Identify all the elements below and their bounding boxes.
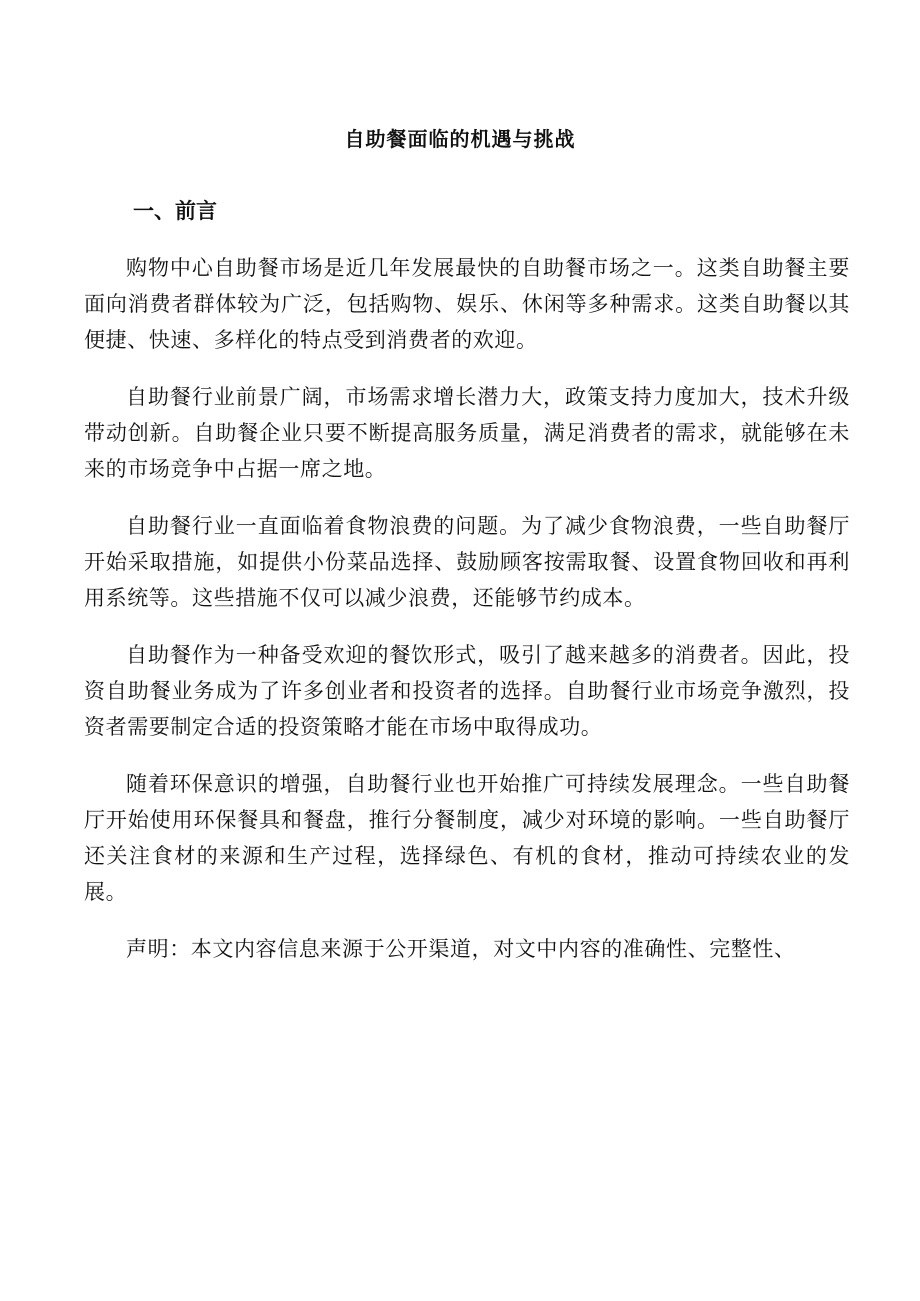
paragraph-shopping-mall-market: 购物中心自助餐市场是近几年发展最快的自助餐市场之一。这类自助餐主要面向消费者群体较为广泛，包括购物、娱乐、休闲等多种需求。这类自助餐以其便捷、快速、多样化的特点受到消费者的欢迎。 <box>84 256 850 352</box>
paragraph-investment: 自助餐作为一种备受欢迎的餐饮形式，吸引了越来越多的消费者。因此，投资自助餐业务成为了许多创业者和投资者的选择。自助餐行业市场竞争激烈，投资者需要制定合适的投资策略才能在市场中取得成功。 <box>84 643 850 739</box>
paragraph-sustainability: 随着环保意识的增强，自助餐行业也开始推广可持续发展理念。一些自助餐厅开始使用环保餐具和餐盘，推行分餐制度，减少对环境的影响。一些自助餐厅还关注食材的来源和生产过程，选择绿色、有机的食材，推动可持续农业的发展。 <box>84 772 850 904</box>
paragraph-food-waste: 自助餐行业一直面临着食物浪费的问题。为了减少食物浪费，一些自助餐厅开始采取措施，如提供小份菜品选择、鼓励顾客按需取餐、设置食物回收和再利用系统等。这些措施不仅可以减少浪费，还能够节约成本。 <box>84 514 850 610</box>
paragraph-industry-outlook: 自助餐行业前景广阔，市场需求增长潜力大，政策支持力度加大，技术升级带动创新。自助餐企业只要不断提高服务质量，满足消费者的需求，就能够在未来的市场竞争中占据一席之地。 <box>84 385 850 481</box>
section-heading-preface: 一、前言 <box>133 198 217 223</box>
document-title: 自助餐面临的机遇与挑战 <box>344 127 576 151</box>
paragraph-disclaimer: 声明：本文内容信息来源于公开渠道，对文中内容的准确性、完整性、 <box>126 937 796 961</box>
document-body <box>84 250 850 988</box>
